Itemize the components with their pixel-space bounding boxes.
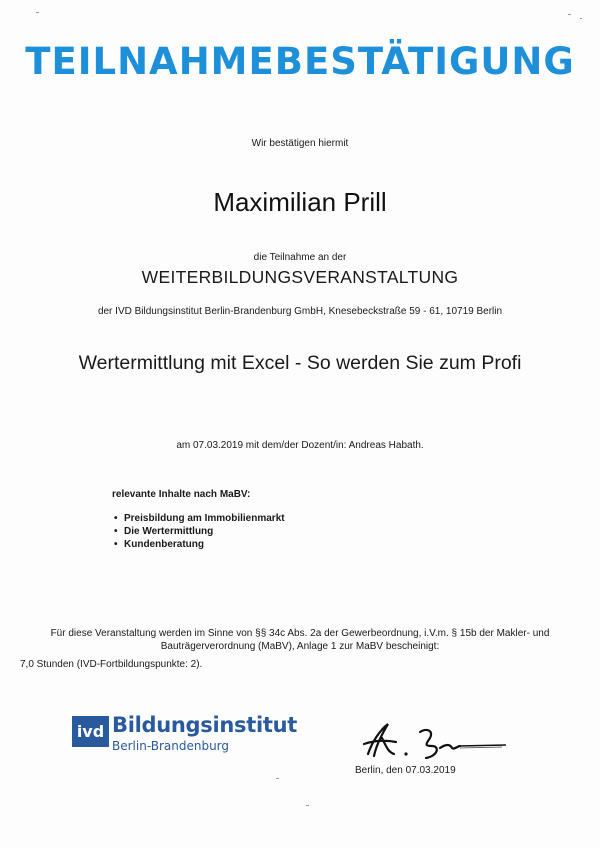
hours-points: 7,0 Stunden (IVD-Fortbildungspunkte: 2). — [20, 659, 203, 670]
logo-main-text: Bildungsinstitut — [112, 713, 297, 737]
list-item: • Kundenberatung — [112, 538, 285, 551]
date-instructor-line: am 07.03.2019 mit dem/der Dozent/in: Andreas Habath. — [176, 440, 424, 451]
content-list — [112, 512, 285, 551]
intro-text: Wir bestätigen hiermit — [251, 138, 349, 149]
scan-artifact — [580, 18, 582, 19]
certificate-heading: TEILNAHMEBESTÄTIGUNG — [25, 40, 575, 83]
provider-address: der IVD Bildungsinstitut Berlin-Brandenburg GmbH, Knesebeckstraße 59 - 61, 10719 Berlin — [97, 306, 503, 317]
event-type: WEITERBILDUNGSVERANSTALTUNG — [141, 267, 459, 287]
logo-sub-text: Berlin-Brandenburg — [112, 739, 230, 753]
participation-text: die Teilnahme an der — [253, 252, 347, 263]
ivd-logo — [72, 713, 302, 757]
course-title: Wertermittlung mit Excel - So werden Sie zum Profi — [78, 352, 522, 374]
ivd-logo-mark: ivd — [72, 716, 109, 747]
legal-line: Bauträgerverordnung (MaBV), Anlage 1 zur MaBV bescheinigt: — [160, 641, 440, 652]
list-item: • Preisbildung am Immobilienmarkt — [112, 512, 285, 525]
content-section — [112, 489, 285, 551]
scan-artifact — [568, 14, 571, 15]
scan-artifact — [36, 12, 39, 13]
scan-artifact — [276, 778, 279, 779]
signature-place-date: Berlin, den 07.03.2019 — [355, 765, 456, 776]
scan-artifact — [306, 805, 309, 806]
participant-name: Maximilian Prill — [213, 187, 387, 217]
list-item: • Die Wertermittlung — [112, 525, 285, 538]
legal-statement — [30, 627, 570, 653]
content-title: relevante Inhalte nach MaBV: — [112, 489, 251, 500]
legal-line: Für diese Veranstaltung werden im Sinne von §§ 34c Abs. 2a der Gewerbeordnung, i.V.m. § 15b der Makler- und — [50, 628, 550, 639]
signature-icon — [354, 716, 514, 764]
